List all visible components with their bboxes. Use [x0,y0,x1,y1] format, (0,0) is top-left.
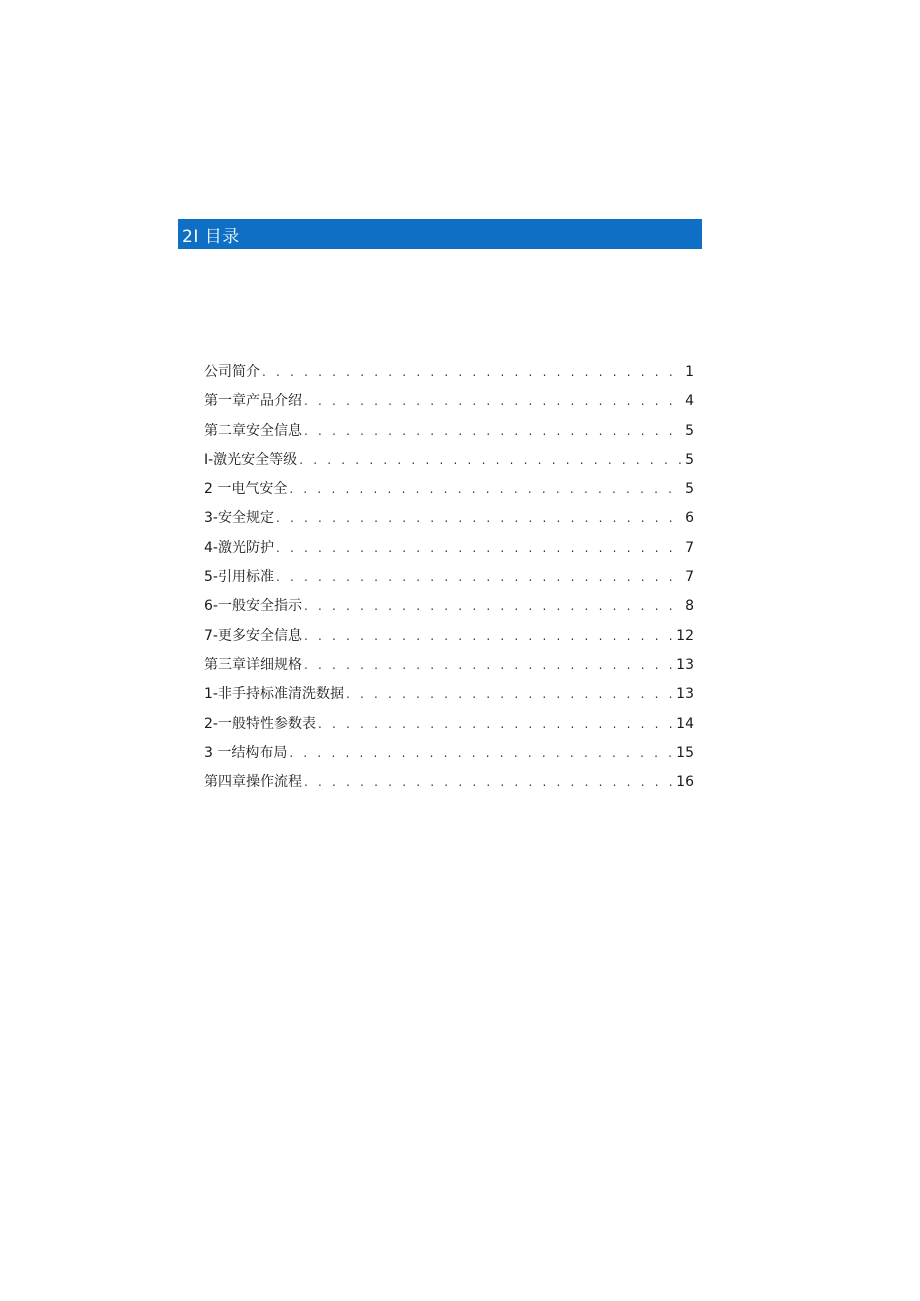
toc-dot-leader [299,449,682,471]
toc-entry[interactable] [204,361,694,390]
toc-entry[interactable] [204,683,694,712]
toc-dot-leader [289,742,674,764]
toc-dot-leader [276,537,682,559]
toc-entry-label: 3 一结构布局 [204,744,288,761]
toc-entry[interactable] [204,595,694,624]
toc-page-number: 7 [685,539,694,556]
toc-entry-label: 5-引用标准 [204,569,274,586]
toc-entry-label: 3-安全规定 [204,510,274,527]
toc-entry-label: 6-一般安全指示 [204,598,302,615]
toc-dot-leader [304,420,682,442]
toc-entry[interactable] [204,507,694,536]
toc-entry[interactable] [204,478,694,507]
toc-entry-label: 第三章详细规格 [204,656,302,673]
toc-entry[interactable] [204,537,694,566]
toc-entry-label: 2-一般特性参数表 [204,715,316,732]
toc-entry-label: 第二章安全信息 [204,422,302,439]
toc-dot-leader [318,713,674,735]
toc-page-number: 14 [676,715,694,732]
toc-dot-leader [304,625,674,647]
toc-entry-label: 2 一电气安全 [204,481,288,498]
section-header-bar [178,219,702,249]
toc-dot-leader [304,771,674,793]
toc-page-number: 6 [685,510,694,527]
table-of-contents [204,361,694,800]
toc-entry-label: 第四章操作流程 [204,774,302,791]
toc-entry-label: 4-激光防护 [204,539,274,556]
toc-dot-leader [304,595,682,617]
toc-dot-leader [304,654,674,676]
toc-entry-label: 公司简介 [204,364,260,380]
toc-entry[interactable] [204,390,694,419]
toc-page-number: 16 [676,774,694,791]
toc-page-number: 1 [685,364,694,380]
toc-entry-label: I-激光安全等级 [204,451,298,468]
toc-page-number: 5 [685,451,694,468]
toc-entry[interactable] [204,771,694,800]
toc-entry[interactable] [204,713,694,742]
toc-page-number: 13 [676,686,694,703]
toc-entry-label: 1-非手持标准清洗数据 [204,686,344,703]
toc-dot-leader [304,390,682,412]
toc-page-number: 5 [685,481,694,498]
toc-entry-label: 第一章产品介绍 [204,393,302,410]
toc-page-number: 5 [685,422,694,439]
toc-page-number: 12 [676,627,694,644]
toc-page-number: 4 [685,393,694,410]
toc-dot-leader [262,361,682,383]
toc-page-number: 7 [685,569,694,586]
toc-entry[interactable] [204,625,694,654]
toc-entry[interactable] [204,742,694,771]
toc-entry[interactable] [204,566,694,595]
toc-dot-leader [276,507,682,529]
toc-dot-leader [276,566,682,588]
toc-page-number: 8 [685,598,694,615]
toc-entry[interactable] [204,420,694,449]
toc-entry[interactable] [204,449,694,478]
toc-page-number: 15 [676,744,694,761]
toc-dot-leader [346,683,674,705]
toc-dot-leader [289,478,682,500]
toc-entry-label: 7-更多安全信息 [204,627,302,644]
toc-page-number: 13 [676,656,694,673]
page-title: 2I 目录 [182,226,240,247]
toc-entry[interactable] [204,654,694,683]
